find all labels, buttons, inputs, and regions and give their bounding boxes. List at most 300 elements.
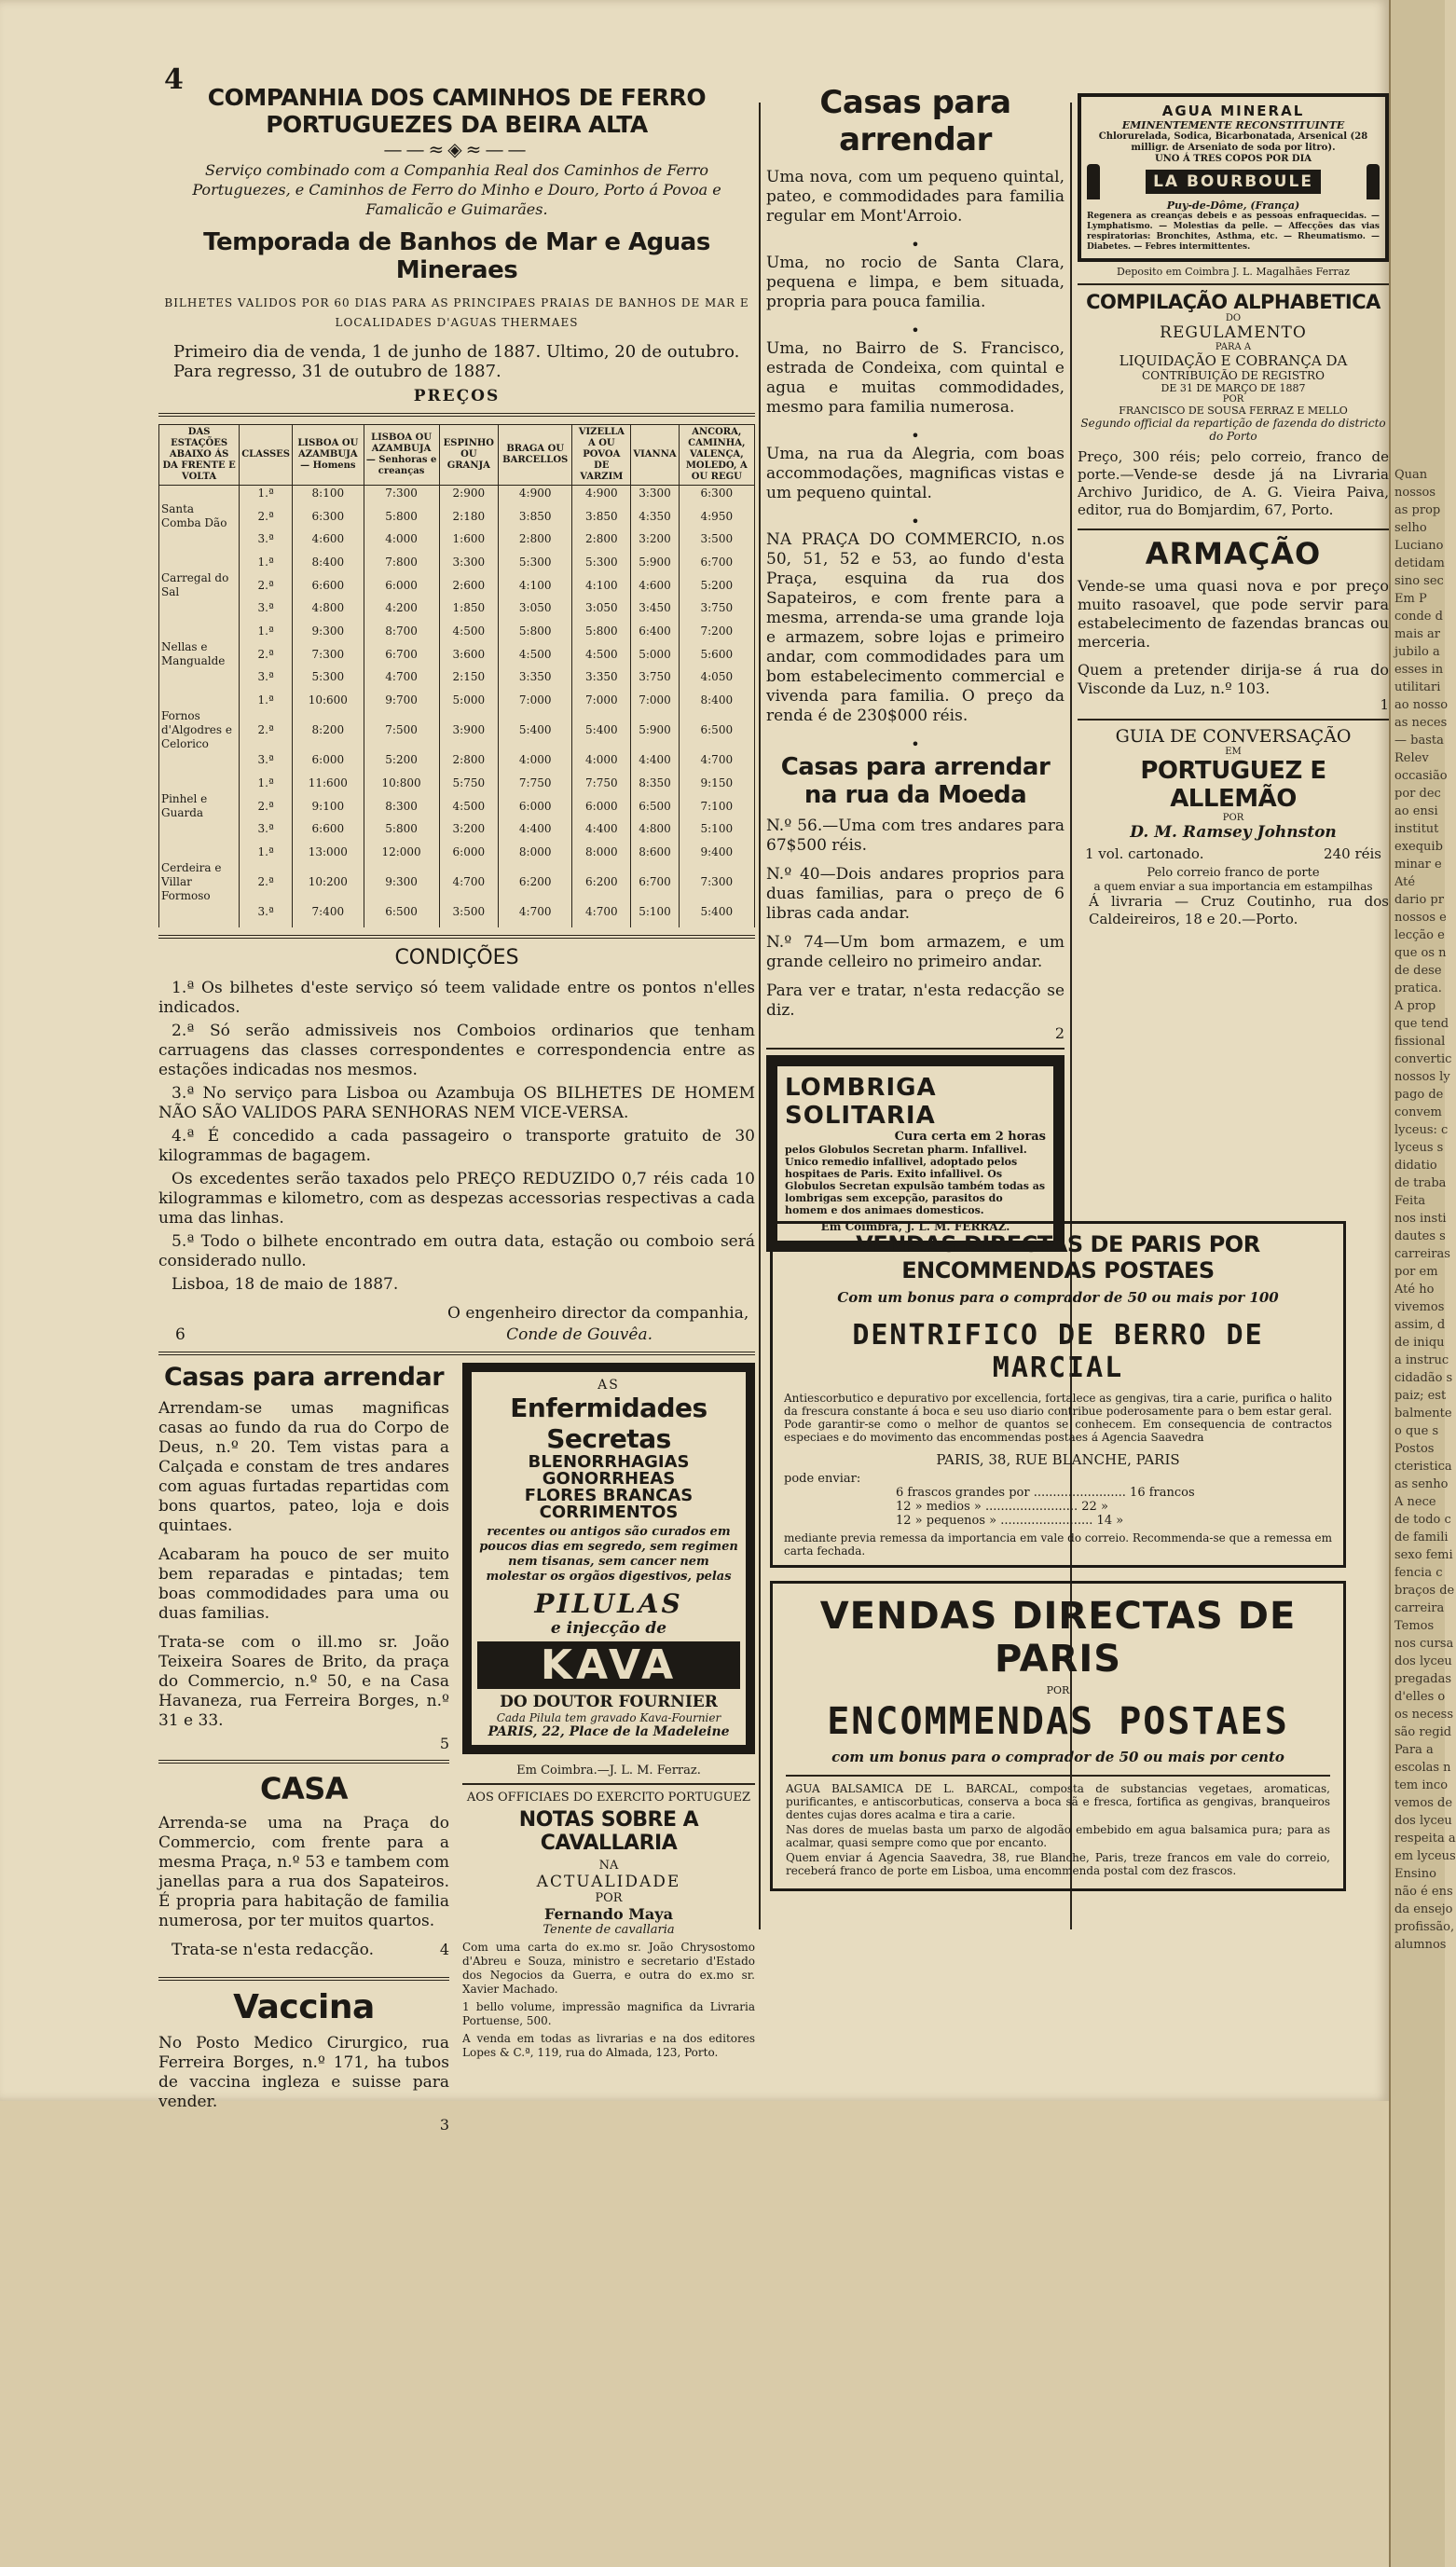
station-cell — [159, 776, 240, 791]
table-row — [159, 486, 755, 502]
moeda-text: Para ver e tratar, n'esta redacção se diz. — [766, 982, 1065, 1020]
notas-pre: AOS OFFICIAES DO EXERCITO PORTUGUEZ — [466, 1791, 751, 1805]
edge-text-line: Luciano — [1394, 539, 1444, 553]
guia-volume: 1 vol. cartonado. — [1085, 845, 1204, 862]
station-cell: Pinhel e Guarda — [159, 791, 240, 821]
comp-contribuicao: CONTRIBUIÇÃO DE REGISTRO — [1142, 369, 1325, 382]
ad-number: 6 — [175, 1325, 185, 1344]
separator: • — [911, 427, 920, 445]
casa-title: CASA — [259, 1771, 349, 1806]
edge-text-line: nossos — [1394, 486, 1436, 500]
class-cell: 2.ª — [240, 791, 293, 821]
vendas-ads — [770, 1221, 1346, 1901]
notas-author: Fernando Maya — [544, 1905, 673, 1923]
price-cell: 6:700 — [679, 555, 754, 570]
sale-first-day: Primeiro dia de venda, 1 de junho de 1887. Ultimo, 20 de outubro. — [173, 342, 740, 362]
edge-text-line: sexo femi — [1394, 1548, 1453, 1562]
edge-text-line: Ensino — [1394, 1867, 1436, 1881]
prices-label: PREÇOS — [413, 387, 501, 405]
agua-brand: LA BOURBOULE — [1146, 170, 1321, 194]
price-cell: 10:200 — [293, 860, 364, 904]
moeda-title: Casas para arrendar na rua da Moeda — [780, 753, 1051, 809]
price-cell: 5:000 — [439, 693, 499, 708]
price-cell: 6:000 — [364, 570, 439, 600]
rule — [766, 1048, 1065, 1050]
ad-number: 5 — [439, 1735, 449, 1752]
price-cell: 5:750 — [439, 776, 499, 791]
price-cell: 4:050 — [679, 669, 754, 693]
condition-item: 5.ª Todo o bilhete encontrado em outra data, estação ou comboio será considerado nullo. — [158, 1232, 755, 1270]
price-table — [158, 424, 755, 927]
edge-text-line: nos cursa — [1394, 1637, 1454, 1651]
table-header-row — [159, 425, 755, 486]
edge-text-line: cidadão s — [1394, 1371, 1453, 1385]
price-cell: 4:700 — [499, 904, 572, 927]
price-cell: 9:400 — [679, 844, 754, 860]
notas-rank: Tenente de cavallaria — [543, 1923, 675, 1937]
kava-pilulas: PILULAS — [534, 1588, 683, 1619]
price-cell: 3:500 — [439, 904, 499, 927]
condition-item: 1.ª Os bilhetes d'este serviço só teem validade entre os pontos n'elles indicados. — [158, 979, 755, 1017]
price-cell: 6:600 — [293, 570, 364, 600]
price-cell: 3:200 — [439, 821, 499, 844]
edge-text-line: Até ho — [1394, 1283, 1435, 1297]
station-cell — [159, 752, 240, 776]
condition-item: Os excedentes serão taxados pelo PREÇO REDUZIDO 0,7 réis cada 10 kilogrammas e kilometro, com as despezas accessorias respectivas a cada uma das linhas. — [158, 1170, 755, 1228]
price-cell: 3:750 — [631, 669, 679, 693]
class-cell: 1.ª — [240, 555, 293, 570]
edge-text-line: lyceus s — [1394, 1141, 1444, 1155]
dentrifico-ad — [770, 1221, 1346, 1568]
table-row — [159, 624, 755, 639]
edge-text-line: profissão, — [1394, 1920, 1455, 1934]
casas-text: Uma, no rocio de Santa Clara, pequena e limpa, e bem situada, propria para pouca familia. — [766, 254, 1065, 311]
adjacent-page-edge — [1389, 0, 1456, 2567]
armacao-text: Quem a pretender dirija-se á rua do Visconde da Luz, n.º 103. — [1078, 661, 1389, 697]
edge-text-line: fissional — [1394, 1035, 1446, 1049]
price-cell: 9:700 — [364, 693, 439, 708]
edge-text-line: A prop — [1394, 999, 1436, 1013]
edge-text-line: Até — [1394, 875, 1416, 889]
notas-title: NOTAS SOBRE A CAVALLARIA — [518, 1808, 699, 1855]
edge-text-line: lecção e — [1394, 928, 1445, 942]
edge-text-line: convem — [1394, 1105, 1442, 1119]
casas-text: Acabaram ha pouco de ser muito bem reparadas e pintadas; tem boas commodidades para uma ou duas familias. — [158, 1545, 449, 1623]
class-cell: 3.ª — [240, 821, 293, 844]
price-cell: 6:500 — [364, 904, 439, 927]
casa-text: Trata-se n'esta redacção. — [172, 1941, 374, 1959]
table-row — [159, 821, 755, 844]
class-cell: 3.ª — [240, 669, 293, 693]
rule — [1078, 528, 1389, 530]
price-cell: 5:800 — [572, 624, 631, 639]
edge-text-line: as prop — [1394, 503, 1441, 517]
agua-body: Regenera as creanças debeis e as pessoas enfraquecidas. — Lymphatismo. — Molestias da pelle. — Affecções das vias respiratorias: Bronchites, Asthma, etc. — Rheumatismo. — Diabetes. — Febres intermittentes. — [1087, 212, 1380, 252]
price-cell: 4:600 — [293, 531, 364, 555]
edge-text-line: a instruc — [1394, 1353, 1449, 1367]
edge-text-line: Para a — [1394, 1743, 1434, 1757]
edge-text-line: Em P — [1394, 592, 1427, 606]
price-cell: 4:400 — [499, 821, 572, 844]
edge-text-line: lyceus: c — [1394, 1123, 1449, 1137]
notas-text: Com uma carta do ex.mo sr. João Chrysostomo d'Abreu e Souza, ministro e secretario d'Estado dos Negocios da Guerra, e outra do ex.mo sr. Xavier Machado. — [462, 1941, 755, 1996]
guia-correio: Pelo correio franco de porte — [1147, 866, 1320, 880]
comp-author: FRANCISCO DE SOUSA FERRAZ E MELLO — [1119, 405, 1348, 417]
edge-text-line: pago de — [1394, 1088, 1444, 1102]
guia-author: D. M. Ramsey Johnston — [1130, 823, 1337, 842]
rule — [1078, 719, 1389, 721]
price-cell: 8:400 — [293, 555, 364, 570]
price-cell: 8:000 — [499, 844, 572, 860]
kava-title: Enfermidades Secretas — [510, 1393, 707, 1454]
price-cell: 6:300 — [293, 501, 364, 531]
table-header-cell: ANCORA, CAMINHA, VALENÇA, MOLEDO, A OU REGU — [679, 425, 754, 486]
edge-text-line: nossos ly — [1394, 1070, 1450, 1084]
conditions-signatory: Conde de Gouvêa. — [506, 1325, 652, 1344]
price-cell: 3:350 — [572, 669, 631, 693]
agua-sub: EMINENTEMENTE RECONSTITUINTE — [1121, 119, 1345, 131]
price-cell: 7:300 — [364, 486, 439, 502]
station-cell — [159, 531, 240, 555]
column-middle — [766, 84, 1065, 1261]
kava-line: BLENORRHAGIAS — [528, 1452, 690, 1472]
edge-text-line: — basta — [1394, 734, 1444, 748]
casas-text: Uma, no Bairro de S. Francisco, estrada de Condeixa, com quintal e agua e muitas commodidades, mesmo para familia numerosa. — [766, 339, 1065, 417]
price-cell: 3:500 — [679, 531, 754, 555]
edge-text-line: jubilo a — [1394, 645, 1440, 659]
condition-item: 2.ª Só serão admissiveis nos Comboios ordinarios que tenham carruagens das classes correspondentes e correspondencia entre as estações indicadas nos mesmos. — [158, 1022, 755, 1079]
table-row — [159, 791, 755, 821]
kava-ad — [462, 1363, 755, 1754]
table-row — [159, 570, 755, 600]
agua-line: UNO Á TRES COPOS POR DIA — [1154, 154, 1312, 164]
comp-text: Preço, 300 réis; pelo correio, franco de porte.—Vende-se desde já na Livraria Archivo Juridico, de A. G. Vieira Paiva, editor, rua do Bomjardim, 67, Porto. — [1078, 448, 1389, 518]
station-cell — [159, 486, 240, 502]
edge-text-line: Temos — [1394, 1619, 1435, 1633]
kava-name: KAVA — [477, 1641, 740, 1689]
price-cell: 4:500 — [439, 791, 499, 821]
edge-text-line: de todo c — [1394, 1513, 1451, 1527]
price-cell: 6:300 — [679, 486, 754, 502]
dentrifico-body: Antiescorbutico e depurativo por excellencia, fortalece as gengivas, tira a carie, purifica o halito da frescura constante á boca e seu uso diario contribue poderosamente para o bem estar geral. Pode garantir-se como o melhor de quantos se conhecem. Em consequencia de contractos especiaes e do movimento das encommendas postaes á Agencia Saavedra — [784, 1392, 1332, 1444]
class-cell: 3.ª — [240, 752, 293, 776]
comp-por: POR — [1222, 394, 1244, 405]
dentrifico-address: PARIS, 38, RUE BLANCHE, PARIS — [936, 1451, 1180, 1468]
kava-as: AS — [598, 1378, 620, 1393]
price-cell: 2:180 — [439, 501, 499, 531]
edge-text-line: que tend — [1394, 1017, 1449, 1031]
station-cell — [159, 600, 240, 624]
price-cell: 5:100 — [679, 821, 754, 844]
price-cell: 4:100 — [499, 570, 572, 600]
conditions-signature: O engenheiro director da companhia, — [447, 1304, 749, 1323]
table-row — [159, 639, 755, 669]
edge-text-line: de famili — [1394, 1531, 1449, 1544]
agua-line: Chlorurelada, Sodica, Bicarbonatada, Arsenical (28 milligr. de Arseniato de soda por litro). — [1098, 131, 1368, 153]
rule — [786, 1775, 1330, 1777]
table-row — [159, 600, 755, 624]
price-cell: 7:000 — [572, 693, 631, 708]
classifieds-subcolumn — [158, 1363, 449, 2134]
price-cell: 2:800 — [499, 531, 572, 555]
agua-title: AGUA MINERAL — [1161, 103, 1305, 119]
ad-number: 4 — [439, 1941, 449, 1958]
edge-text-line: os necess — [1394, 1708, 1454, 1722]
price-cell: 4:800 — [631, 821, 679, 844]
edge-text-line: o que s — [1394, 1424, 1439, 1438]
price-cell: 4:950 — [679, 501, 754, 531]
price-cell: 5:000 — [631, 639, 679, 669]
vd2-body: Quem enviar á Agencia Saavedra, 38, rue Blanche, Paris, treze francos em vale do correio, receberá franco de porte em Lisboa, uma encommenda postal com dez frascos. — [786, 1851, 1330, 1877]
dentrifico-foot: mediante previa remessa da importancia em vale do correio. Recommenda-se que a remessa em carta fechada. — [784, 1531, 1332, 1558]
class-cell: 1.ª — [240, 486, 293, 502]
table-header-cell: VIANNA — [631, 425, 679, 486]
edge-text-line: braços de — [1394, 1584, 1455, 1598]
class-cell: 1.ª — [240, 844, 293, 860]
edge-text-line: d'elles o — [1394, 1690, 1446, 1704]
bottle-icon — [1087, 164, 1100, 199]
table-header-cell: BRAGA OU BARCELLOS — [499, 425, 572, 486]
dentrifico-row: 12 » pequenos » ........................ 14 » — [896, 1514, 1124, 1528]
moeda-text: N.º 74—Um bom armazem, e um grande celleiro no primeiro andar. — [766, 933, 1065, 971]
price-cell: 2:150 — [439, 669, 499, 693]
notas-text: 1 bello volume, impressão magnifica da Livraria Portuense, 500. — [462, 2000, 755, 2027]
season-subtitle: BILHETES VALIDOS POR 60 DIAS PARA AS PRINCIPAES PRAIAS DE BANHOS DE MAR E LOCALIDADES D'AGUAS THERMAES — [164, 296, 749, 329]
price-cell: 4:400 — [631, 752, 679, 776]
casas-text: Uma nova, com um pequeno quintal, pateo, e commodidades para familia regular em Mont'Arroio. — [766, 168, 1065, 226]
price-cell: 6:700 — [364, 639, 439, 669]
column-rule — [759, 103, 761, 1929]
vaccina-text: No Posto Medico Cirurgico, rua Ferreira Borges, n.º 171, ha tubos de vaccina ingleza e suisse para vender. — [158, 2034, 449, 2111]
price-cell: 6:700 — [631, 860, 679, 904]
price-cell: 4:400 — [572, 821, 631, 844]
price-cell: 5:900 — [631, 555, 679, 570]
page-number: 4 — [164, 63, 184, 96]
price-cell: 11:600 — [293, 776, 364, 791]
price-cell: 6:400 — [631, 624, 679, 639]
edge-text-line: não é ens — [1394, 1885, 1453, 1899]
edge-text-line: são regid — [1394, 1725, 1452, 1739]
edge-text-line: respeita a — [1394, 1832, 1456, 1846]
price-cell: 4:700 — [439, 860, 499, 904]
armacao-text: Vende-se uma quasi nova e por preço muito rasoavel, que pode servir para estabelecimento de fazendas brancas ou merceria. — [1078, 577, 1389, 651]
edge-text-line: minar e — [1394, 858, 1442, 872]
price-cell: 3:750 — [679, 600, 754, 624]
price-cell: 3:450 — [631, 600, 679, 624]
table-row — [159, 860, 755, 904]
edge-text-line: pratica. — [1394, 982, 1442, 995]
price-cell: 4:350 — [631, 501, 679, 531]
agua-deposit: Deposito em Coimbra J. L. Magalhães Ferraz — [1117, 266, 1350, 278]
vd2-encommendas: ENCOMMENDAS POSTAES — [827, 1700, 1289, 1743]
edge-text-line: por em — [1394, 1265, 1438, 1279]
edge-text-line: mais ar — [1394, 627, 1441, 641]
table-row — [159, 555, 755, 570]
price-cell: 6:000 — [572, 791, 631, 821]
table-row — [159, 844, 755, 860]
edge-text-line: Postos — [1394, 1442, 1435, 1456]
station-cell — [159, 624, 240, 639]
separator: • — [911, 236, 920, 254]
price-cell: 7:300 — [293, 639, 364, 669]
kava-line: GONORRHEAS — [542, 1469, 676, 1489]
price-cell: 4:100 — [572, 570, 631, 600]
price-cell: 2:800 — [439, 752, 499, 776]
edge-text-line: de dese — [1394, 964, 1442, 978]
dentrifico-row: 12 » medios » ........................ 22 » — [896, 1500, 1108, 1514]
dentrifico-pode: pode enviar: — [784, 1472, 861, 1486]
price-cell: 5:900 — [631, 708, 679, 752]
kava-line: CORRIMENTOS — [539, 1503, 679, 1522]
vd2-body: AGUA BALSAMICA DE L. BARCAL, composta de substancias vegetaes, aromaticas, purificantes, e antiscorbuticas, conserva a boca sã e fresca, fortifica as gengivas, branqueiros dentes cujas dores acalma e tira a carie. — [786, 1782, 1330, 1821]
edge-text-line: dautes s — [1394, 1229, 1446, 1243]
table-header-cell: LISBOA OU AZAMBUJA — Homens — [293, 425, 364, 486]
comp-do: DO — [1225, 313, 1242, 323]
class-cell: 2.ª — [240, 860, 293, 904]
rule — [158, 413, 755, 417]
price-cell: 4:500 — [439, 624, 499, 639]
edge-text-line: de traba — [1394, 1176, 1447, 1190]
guia-em: EM — [1225, 747, 1242, 757]
edge-text-line: didatio — [1394, 1159, 1437, 1173]
separator: • — [911, 735, 920, 753]
table-header-cell: CLASSES — [240, 425, 293, 486]
station-cell — [159, 904, 240, 927]
edge-text-line: escolas n — [1394, 1761, 1451, 1775]
edge-text-line: dos lyceu — [1394, 1814, 1452, 1828]
price-cell: 4:900 — [572, 486, 631, 502]
bottle-icon — [1367, 164, 1380, 199]
ad-number: 1 — [1380, 696, 1389, 713]
price-cell: 3:200 — [631, 531, 679, 555]
price-cell: 4:700 — [679, 752, 754, 776]
vd2-por: POR — [1046, 1684, 1070, 1696]
edge-text-line: utilitari — [1394, 680, 1441, 694]
price-cell: 7:750 — [572, 776, 631, 791]
price-cell: 4:900 — [499, 486, 572, 502]
price-cell: 8:400 — [679, 693, 754, 708]
edge-text-line: ao ensi — [1394, 804, 1438, 818]
condition-item: 3.ª No serviço para Lisboa ou Azambuja OS BILHETES DE HOMEM NÃO SÃO VALIDOS PARA SENHORAS NEM VICE-VERSA. — [158, 1084, 755, 1122]
edge-text-line: Quan — [1394, 468, 1428, 482]
price-cell: 4:500 — [572, 639, 631, 669]
edge-text-line: fencia c — [1394, 1566, 1443, 1580]
kava-coimbra: Em Coimbra.—J. L. M. Ferraz. — [516, 1764, 701, 1778]
ad-number: 2 — [1054, 1024, 1065, 1042]
rule — [1078, 283, 1389, 285]
sale-return: Para regresso, 31 de outubro de 1887. — [173, 362, 501, 381]
price-cell: 9:300 — [293, 624, 364, 639]
kava-injection: e injecção de — [550, 1619, 667, 1638]
price-cell: 8:350 — [631, 776, 679, 791]
agua-location: Puy-de-Dôme, (França) — [1166, 199, 1300, 212]
price-cell: 9:100 — [293, 791, 364, 821]
edge-text-line: ao nosso — [1394, 698, 1449, 712]
casas-title: Casas para arrendar — [163, 1363, 445, 1392]
price-cell: 6:000 — [499, 791, 572, 821]
edge-text-line: convertic — [1394, 1052, 1452, 1066]
table-row — [159, 752, 755, 776]
price-cell: 5:300 — [499, 555, 572, 570]
price-cell: 8:000 — [572, 844, 631, 860]
price-cell: 5:200 — [364, 752, 439, 776]
price-cell: 6:200 — [499, 860, 572, 904]
price-cell: 13:000 — [293, 844, 364, 860]
price-cell: 8:600 — [631, 844, 679, 860]
edge-text-line: nos insti — [1394, 1212, 1447, 1226]
price-cell: 5:400 — [572, 708, 631, 752]
price-cell: 5:800 — [499, 624, 572, 639]
price-cell: 3:350 — [499, 669, 572, 693]
guia-livraria: Á livraria — Cruz Coutinho, rua dos Caldeireiros, 18 e 20.—Porto. — [1089, 893, 1389, 927]
notas-na: NA — [598, 1859, 619, 1873]
price-cell: 2:800 — [572, 531, 631, 555]
price-cell: 5:300 — [293, 669, 364, 693]
class-cell: 3.ª — [240, 531, 293, 555]
guia-envio: a quem enviar a sua importancia em estampilhas — [1093, 880, 1373, 893]
price-cell: 7:800 — [364, 555, 439, 570]
railway-title: COMPANHIA DOS CAMINHOS DE FERRO PORTUGUEZES DA BEIRA ALTA — [207, 84, 707, 138]
price-cell: 6:500 — [679, 708, 754, 752]
table-header-cell: LISBOA OU AZAMBUJA — Senhoras e creanças — [364, 425, 439, 486]
price-cell: 6:000 — [439, 844, 499, 860]
comp-title: COMPILAÇÃO ALPHABETICA — [1086, 291, 1380, 313]
lombriga-coimbra: Em Coimbra, J. L. M. FERRAZ. — [820, 1220, 1010, 1233]
price-cell: 6:500 — [631, 791, 679, 821]
ads-subcolumn — [462, 1363, 755, 2134]
price-cell: 4:000 — [499, 752, 572, 776]
casas-text: Uma, na rua da Alegria, com boas accommodações, magnificas vistas e um pequeno quintal. — [766, 445, 1065, 502]
edge-text-line: cteristica — [1394, 1460, 1452, 1474]
kava-body: recentes ou antigos são curados em poucos dias em segredo, sem regimen nem tisanas, sem cancer nem molestar os orgãos digestivos, pelas — [479, 1525, 738, 1584]
ornament-divider: ——≈◈≈—— — [383, 138, 530, 160]
price-cell: 4:500 — [499, 639, 572, 669]
guia-por: POR — [1222, 813, 1244, 823]
class-cell: 2.ª — [240, 570, 293, 600]
edge-text-line: paiz; est — [1394, 1389, 1447, 1403]
price-cell: 4:600 — [631, 570, 679, 600]
price-cell: 9:150 — [679, 776, 754, 791]
edge-text-line: esses in — [1394, 663, 1444, 677]
edge-text-line: que os n — [1394, 946, 1447, 960]
comp-liquidacao: LIQUIDAÇÃO E COBRANÇA DA — [1119, 352, 1348, 369]
price-cell: 1:850 — [439, 600, 499, 624]
comp-office: Segundo official da repartição de fazenda do districto do Porto — [1080, 417, 1386, 443]
edge-text-line: exequib — [1394, 840, 1443, 854]
price-cell: 8:700 — [364, 624, 439, 639]
station-cell: Cerdeira e Villar Formoso — [159, 860, 240, 904]
edge-text-line: carreiras — [1394, 1247, 1450, 1261]
station-cell — [159, 669, 240, 693]
price-cell: 3:850 — [572, 501, 631, 531]
price-cell: 4:700 — [572, 904, 631, 927]
price-cell: 5:100 — [631, 904, 679, 927]
railway-subtitle: Serviço combinado com a Companhia Real dos Caminhos de Ferro Portuguezes, e Caminhos de Ferro do Minho e Douro, Porto á Povoa e Famalicão e Guimarães. — [192, 161, 721, 218]
station-cell — [159, 844, 240, 860]
class-cell: 1.ª — [240, 624, 293, 639]
edge-text-line: Feita — [1394, 1194, 1426, 1208]
lombriga-title: LOMBRIGA SOLITARIA — [785, 1074, 937, 1130]
comp-date: DE 31 DE MARÇO DE 1887 — [1161, 382, 1306, 394]
price-cell: 4:800 — [293, 600, 364, 624]
price-cell: 8:300 — [364, 791, 439, 821]
edge-text-line: pregadas — [1394, 1672, 1452, 1686]
price-cell: 7:200 — [679, 624, 754, 639]
table-row — [159, 693, 755, 708]
season-title: Temporada de Banhos de Mar e Aguas Mineraes — [203, 228, 710, 284]
dentrifico-row: 6 frascos grandes por ........................ 16 francos — [896, 1486, 1195, 1500]
class-cell: 2.ª — [240, 708, 293, 752]
